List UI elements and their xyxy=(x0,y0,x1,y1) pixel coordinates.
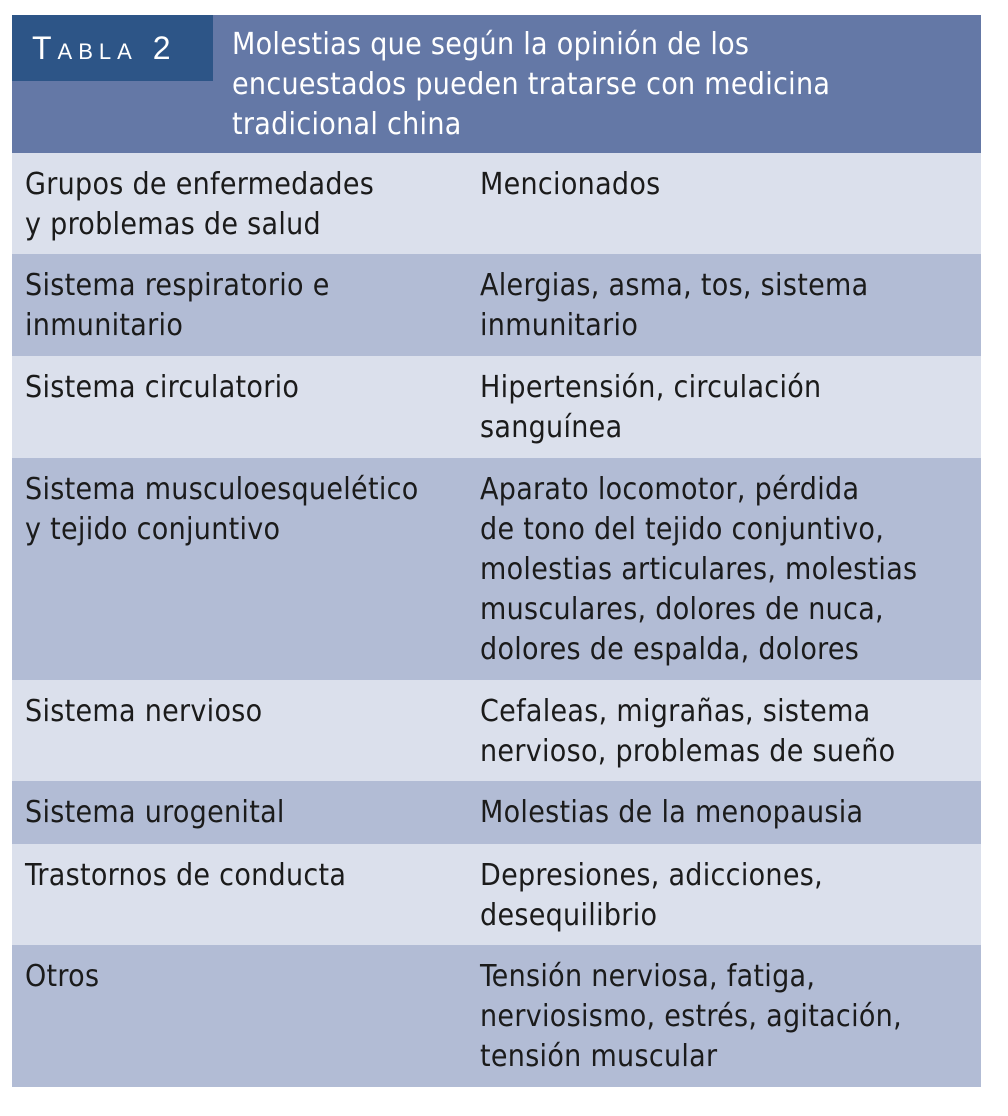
cell-line: tensión muscular xyxy=(480,1039,718,1074)
row-group xyxy=(12,844,467,945)
table-label: Tabla 2 xyxy=(12,15,213,81)
cell-line: Trastornos de conducta xyxy=(25,858,347,893)
cell-line: Hipertensión, circulación xyxy=(480,370,822,405)
cell-line: Otros xyxy=(25,959,100,994)
cell-line: Alergias, asma, tos, sistema xyxy=(480,268,869,303)
cell-line: sanguínea xyxy=(480,410,623,445)
title-line: Molestias que según la opinión de los xyxy=(232,27,750,62)
table-row xyxy=(12,781,981,844)
cell-line: y tejido conjuntivo xyxy=(25,512,281,547)
table-header xyxy=(12,15,981,153)
row-group xyxy=(12,680,467,781)
table-row xyxy=(12,680,981,781)
row-mentions xyxy=(467,945,981,1087)
title-line: tradicional china xyxy=(232,107,462,142)
cell-line: Sistema nervioso xyxy=(25,694,263,729)
cell-line: y problemas de salud xyxy=(25,207,321,242)
row-group xyxy=(12,781,467,844)
row-mentions xyxy=(467,254,981,356)
cell-line: Sistema circulatorio xyxy=(25,370,300,405)
row-mentions xyxy=(467,781,981,844)
title-line: encuestados pueden tratarse con medicina xyxy=(232,67,831,102)
cell-line: Aparato locomotor, pérdida xyxy=(480,472,860,507)
cell-line: nervioso, problemas de sueño xyxy=(480,734,896,769)
table-row xyxy=(12,844,981,945)
row-group xyxy=(12,458,467,680)
row-mentions xyxy=(467,356,981,458)
cell-line: Grupos de enfermedades xyxy=(25,167,375,202)
row-group xyxy=(12,254,467,356)
row-mentions xyxy=(467,844,981,945)
cell-line: musculares, dolores de nuca, xyxy=(480,592,884,627)
cell-line: Cefaleas, migrañas, sistema xyxy=(480,694,871,729)
cell-line: inmunitario xyxy=(25,308,184,343)
row-group xyxy=(12,945,467,1087)
column-header-left xyxy=(12,153,467,254)
cell-line: Tensión nerviosa, fatiga, xyxy=(480,959,816,994)
row-mentions xyxy=(467,680,981,781)
cell-line: molestias articulares, molestias xyxy=(480,552,918,587)
cell-line: Sistema musculoesquelético xyxy=(25,472,419,507)
cell-line: de tono del tejido conjuntivo, xyxy=(480,512,885,547)
column-header-right xyxy=(467,153,981,254)
row-group xyxy=(12,356,467,458)
table-2 xyxy=(12,15,981,1087)
cell-line: Sistema urogenital xyxy=(25,795,285,830)
cell-line: Molestias de la menopausia xyxy=(480,795,864,830)
cell-line: nerviosismo, estrés, agitación, xyxy=(480,999,902,1034)
cell-line: inmunitario xyxy=(480,308,639,343)
table-row xyxy=(12,356,981,458)
row-mentions xyxy=(467,458,981,680)
cell-line: Depresiones, adicciones, xyxy=(480,858,823,893)
column-header-row xyxy=(12,153,981,254)
table-row xyxy=(12,458,981,680)
cell-line: Mencionados xyxy=(480,167,661,202)
cell-line: desequilibrio xyxy=(480,898,658,933)
cell-line: Sistema respiratorio e xyxy=(25,268,330,303)
table-row xyxy=(12,945,981,1087)
table-row xyxy=(12,254,981,356)
table-title xyxy=(232,25,972,145)
cell-line: dolores de espalda, dolores xyxy=(480,632,860,667)
